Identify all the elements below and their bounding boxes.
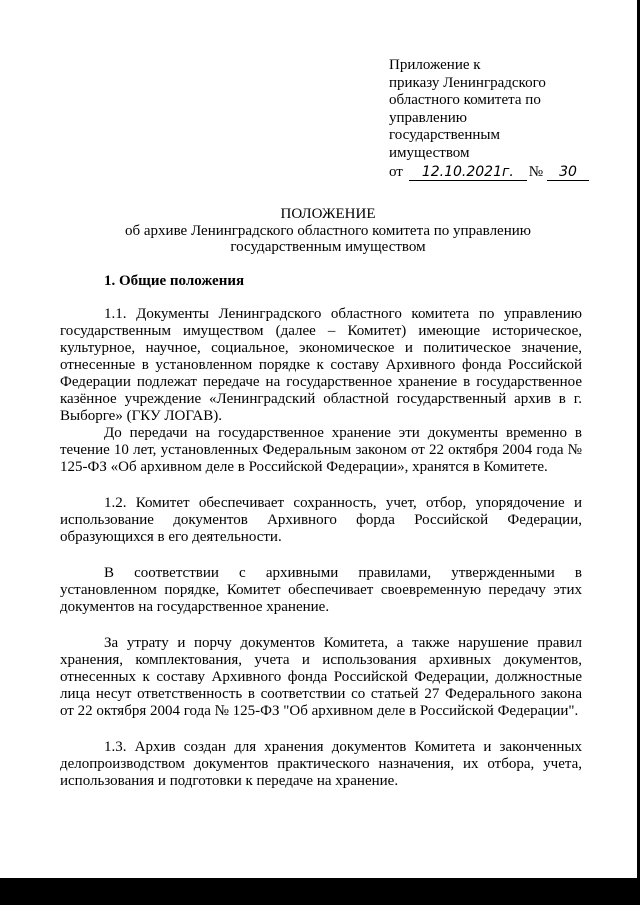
- document-body: [60, 306, 582, 790]
- appendix-block: [389, 57, 589, 181]
- paragraph-storage-period: До передачи на государственное хранение эти документы временно в течение 10 лет, установленных Федеральным законом от 22 октября 2004 года № 125-ФЗ «Об архивном деле в Российской Федерации», хранятся в Комитете.: [60, 425, 582, 475]
- appendix-line: областного комитета по: [389, 92, 541, 109]
- paragraph-1-1: 1.1. Документы Ленинградского областного комитета по управлению государственным имуществом (далее – Комитет) имеющие историческое, культурное, научное, социальное, экономическое и политическое значение, отнесенные в установленном порядке к составу Архивного фонда Российской Федерации подлежат передаче на государственное хранение в государственное казённое учреждение «Ленинградский областной государственный архив в г. Выборге» (ГКУ ЛОГАВ).: [60, 306, 582, 424]
- title-heading: ПОЛОЖЕНИЕ: [280, 206, 376, 222]
- appendix-line: управлению: [389, 109, 467, 126]
- date-prefix: от: [389, 163, 403, 180]
- paragraph-responsibility: За утрату и порчу документов Комитета, а также нарушение правил хранения, комплектования, учета и использования архивных документов, отнесенных к составу Архивного фонда Российской Федерации, должностные лица несут ответственность в соответствии со статьей 27 Федерального закона от 22 октября 2004 года № 125-ФЗ "Об архивном деле в Российской Федерации".: [60, 635, 582, 719]
- title-subtitle-line: об архиве Ленинградского областного комитета по управлению: [125, 222, 531, 239]
- number-sign: №: [528, 163, 544, 180]
- paragraph-1-2: 1.2. Комитет обеспечивает сохранность, учет, отбор, упорядочение и использование документов Архивного форда Российской Федерации, образующихся в его деятельности.: [60, 495, 582, 545]
- paragraph-1-3: 1.3. Архив создан для хранения документов Комитета и законченных делопроизводством документов практического назначения, их отбора, учета, использования и подготовки к передаче на хранение.: [60, 739, 582, 789]
- handwritten-number: 30: [547, 165, 589, 181]
- appendix-line: приказу Ленинградского: [389, 74, 546, 91]
- scan-bottom-band: [0, 878, 640, 905]
- paragraph-archival-rules: В соответствии с архивными правилами, утвержденными в установленном порядке, Комитет обеспечивает своевременную передачу этих документов на государственное хранение.: [60, 565, 582, 615]
- document-title: [60, 206, 596, 256]
- appendix-line: имуществом: [389, 144, 470, 161]
- appendix-line: государственным: [389, 127, 500, 144]
- section-heading: 1. Общие положения: [104, 273, 245, 289]
- appendix-line: Приложение к: [389, 57, 481, 73]
- handwritten-date: 12.10.2021г.: [409, 165, 527, 181]
- order-date-line: [389, 164, 589, 182]
- title-subtitle-line: государственным имуществом: [230, 239, 426, 255]
